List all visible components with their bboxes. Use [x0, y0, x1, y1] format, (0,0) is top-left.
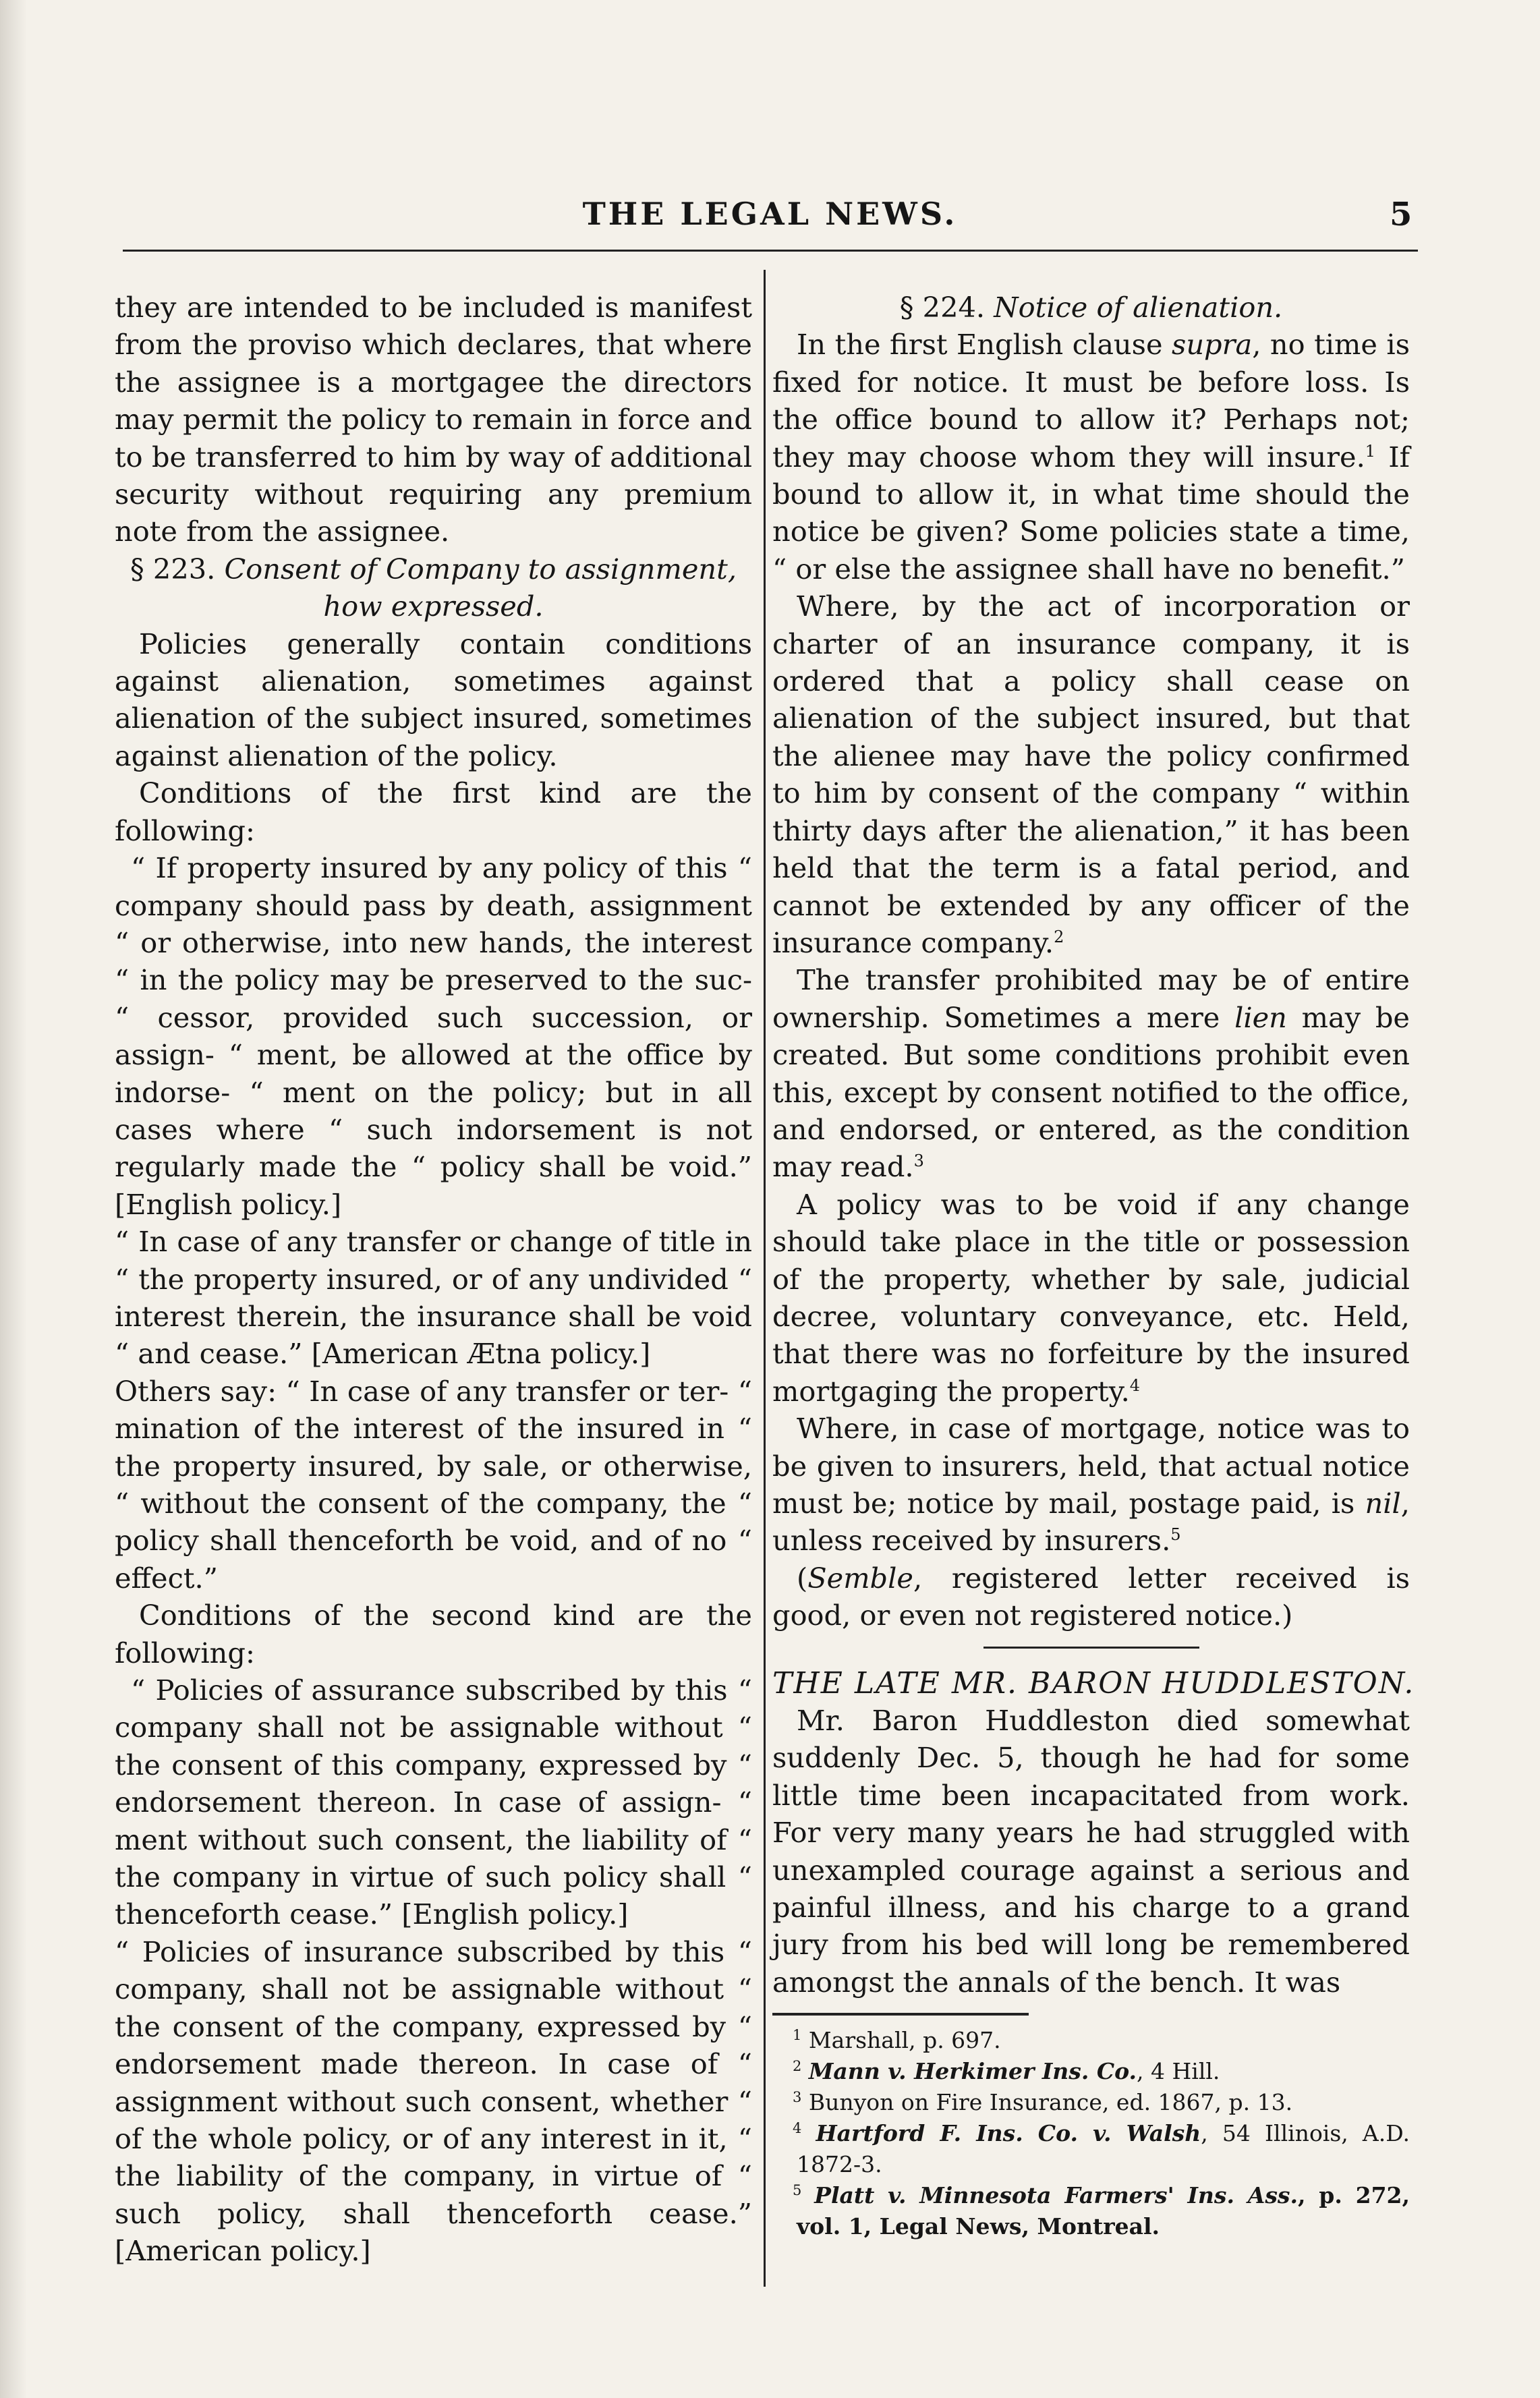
footnote-number: 2 — [793, 2058, 802, 2075]
paragraph — [772, 1186, 1410, 1410]
paragraph — [772, 588, 1410, 961]
header-rule — [123, 250, 1418, 252]
text-run: A policy was to be void if any change should take place in the title or possession of the property, whether by sale, judicial decree, voluntary conveyance, etc. Held, that there was no forfeiture by the insured mortgaging the property. — [772, 1187, 1410, 1408]
paragraph: they are intended to be included is manifest from the proviso which declares, that where the assignee is a mortgagee the directors may permit the policy to remain in force and to be transferred to him by way of additional security without requiring any premium note from the assignee. — [115, 291, 752, 548]
section-number: § 223. — [130, 552, 216, 586]
quotation: “ Policies of insurance subscribed by this “ company, shall not be assignable without “ the consent of the company, expressed by “ endorsement made thereon. In case of “ assignment without such consent, whether “ of the whole policy, or of any interest in it, “ the liability of the company, in virtue of “ such policy, shall thenceforth cease.” [American policy.] — [115, 1935, 752, 2268]
footnote — [772, 2180, 1410, 2242]
footnote-ref: 1 — [1365, 441, 1376, 461]
paragraph: Conditions of the second kind are the following: — [115, 1599, 752, 1669]
footnote-number: 3 — [793, 2089, 802, 2106]
footnote-ref: 5 — [1170, 1525, 1181, 1545]
article-separator — [983, 1647, 1199, 1649]
text-run: ( — [797, 1561, 808, 1595]
quotation: “ If property insured by any policy of this “ company should pass by death, assignment “ or otherwise, into new hands, the interest “ in the policy may be preserved to the suc- “ cessor, provided such succession, or assign- “ ment, be allowed at the office by indorse- “ ment on the policy; but in all cases where “ such indorsement is not regularly made the “ policy shall be void.” [English policy.] — [115, 851, 752, 1221]
paragraph: Mr. Baron Huddleston died somewhat suddenly Dec. 5, though he had for some little time been incapacitated from work. For very many years he had struggled with unexampled courage against a serious and painful illness, and his charge to a grand jury from his bed will long be remembered amongst the annals of the bench. It was — [772, 1704, 1410, 1999]
scan-edge — [0, 0, 27, 2398]
text-run: , no time is fixed for notice. It must be before loss. Is the office bound to allow it? Perhaps not; they may choose whom they will insure. — [772, 328, 1410, 474]
quotation-block — [115, 1672, 752, 2270]
footnote-text: Bunyon on Fire Insurance, ed. 1867, p. 13. — [808, 2089, 1293, 2116]
case-name: Hartford F. Ins. Co. v. Walsh — [816, 2120, 1201, 2147]
text-run: The transfer prohibited may be of entire ownership. Sometimes a mere — [772, 963, 1410, 1034]
paragraph — [772, 1410, 1410, 1560]
running-head: THE LEGAL NEWS. — [582, 196, 958, 232]
quotation: “ In case of any transfer or change of title in “ the property insured, or of any undivided “ interest therein, the insurance shall be void “ and cease.” [American Ætna policy.] — [115, 1225, 752, 1371]
section-title: Notice of alienation. — [994, 291, 1283, 324]
text-run: , unless received by insurers. — [772, 1487, 1410, 1558]
footnote — [772, 2025, 1410, 2056]
section-number: § 224. — [899, 291, 986, 324]
quotation: Others say: “ In case of any transfer or ter- “ mination of the interest of the insured in “ the property insured, by sale, or otherwise, “ without the consent of the company, the “ policy shall thenceforth be void, and of no “ effect.” — [115, 1374, 752, 1595]
footnote-number: 4 — [793, 2120, 802, 2137]
footnote-text: Marshall, p. 697. — [808, 2027, 1001, 2054]
left-column — [115, 289, 752, 2270]
footnote — [772, 2056, 1410, 2087]
footnote-text: , 4 Hill. — [1137, 2058, 1220, 2085]
quotation-block — [115, 849, 752, 1597]
paragraph — [772, 1560, 1410, 1634]
right-column — [772, 289, 1415, 2242]
paragraph: Policies generally contain conditions against alienation, sometimes against alienation of the subject insured, sometimes against alienation of the policy. — [115, 627, 752, 772]
column-divider — [764, 270, 766, 2287]
text-run: In the first English clause — [797, 328, 1163, 362]
footnote-ref: 2 — [1054, 927, 1064, 947]
footnote-number: 1 — [793, 2027, 802, 2044]
italic-term: lien — [1234, 1000, 1287, 1034]
article-title: THE LATE MR. BARON HUDDLESTON. — [772, 1665, 1415, 1701]
page-number: 5 — [1390, 196, 1413, 233]
footnote-text: , p. 272, vol. 1, Legal News, Montreal. — [797, 2182, 1410, 2240]
footnote-ref: 3 — [913, 1151, 924, 1171]
quotation: “ Policies of assurance subscribed by this “ company shall not be assignable without “ the consent of this company, expressed by “ endorsement thereon. In case of assign- “ ment without such consent, the liability of “ the company in virtue of such policy shall “ thenceforth cease.” [English policy.] — [115, 1674, 752, 1931]
paragraph — [772, 326, 1410, 588]
text-run: Where, in case of mortgage, notice was to be given to insurers, held, that actual notice must be; notice by mail, postage paid, is — [772, 1412, 1410, 1520]
text-run: , registered letter received is good, or even not registered notice.) — [772, 1561, 1410, 1632]
text-run: If bound to allow it, in what time should the notice be given? Some policies state a time, “ or else the assignee shall have no benefit.” — [772, 440, 1410, 586]
footnote — [772, 2118, 1410, 2180]
footnotes — [772, 2025, 1410, 2242]
italic-term: nil — [1365, 1487, 1401, 1520]
paragraph — [772, 961, 1410, 1185]
footnote-text: , 54 Illinois, A.D. 1872-3. — [797, 2120, 1410, 2178]
italic-term: supra — [1172, 328, 1253, 362]
text-run: Where, by the act of incorporation or charter of an insurance company, it is ordered that a policy shall cease on alienation of the subject insured, but that the alienee may have the policy confirmed to him by consent of the company “ within thirty days after the alienation,” it has been held that the term is a fatal period, and cannot be extended by any officer of the insurance company. — [772, 590, 1410, 959]
text-run: may be created. But some conditions prohibit even this, except by consent notified to the office, and endorsed, or entered, as the condition may read. — [772, 1000, 1410, 1184]
italic-term: Semble — [807, 1561, 913, 1595]
section-heading-223 — [115, 550, 752, 625]
footnote-number: 5 — [793, 2182, 802, 2199]
footnote-ref: 4 — [1129, 1375, 1141, 1395]
section-heading-224 — [772, 289, 1410, 326]
footnote-rule — [772, 2013, 1029, 2016]
section-title: Consent of Company to assignment, how expressed. — [224, 552, 737, 623]
paragraph: Conditions of the first kind are the following: — [115, 776, 752, 847]
case-name: Platt v. Minnesota Farmers' Ins. Ass. — [814, 2182, 1298, 2209]
case-name: Mann v. Herkimer Ins. Co. — [808, 2058, 1137, 2085]
footnote — [772, 2087, 1410, 2118]
